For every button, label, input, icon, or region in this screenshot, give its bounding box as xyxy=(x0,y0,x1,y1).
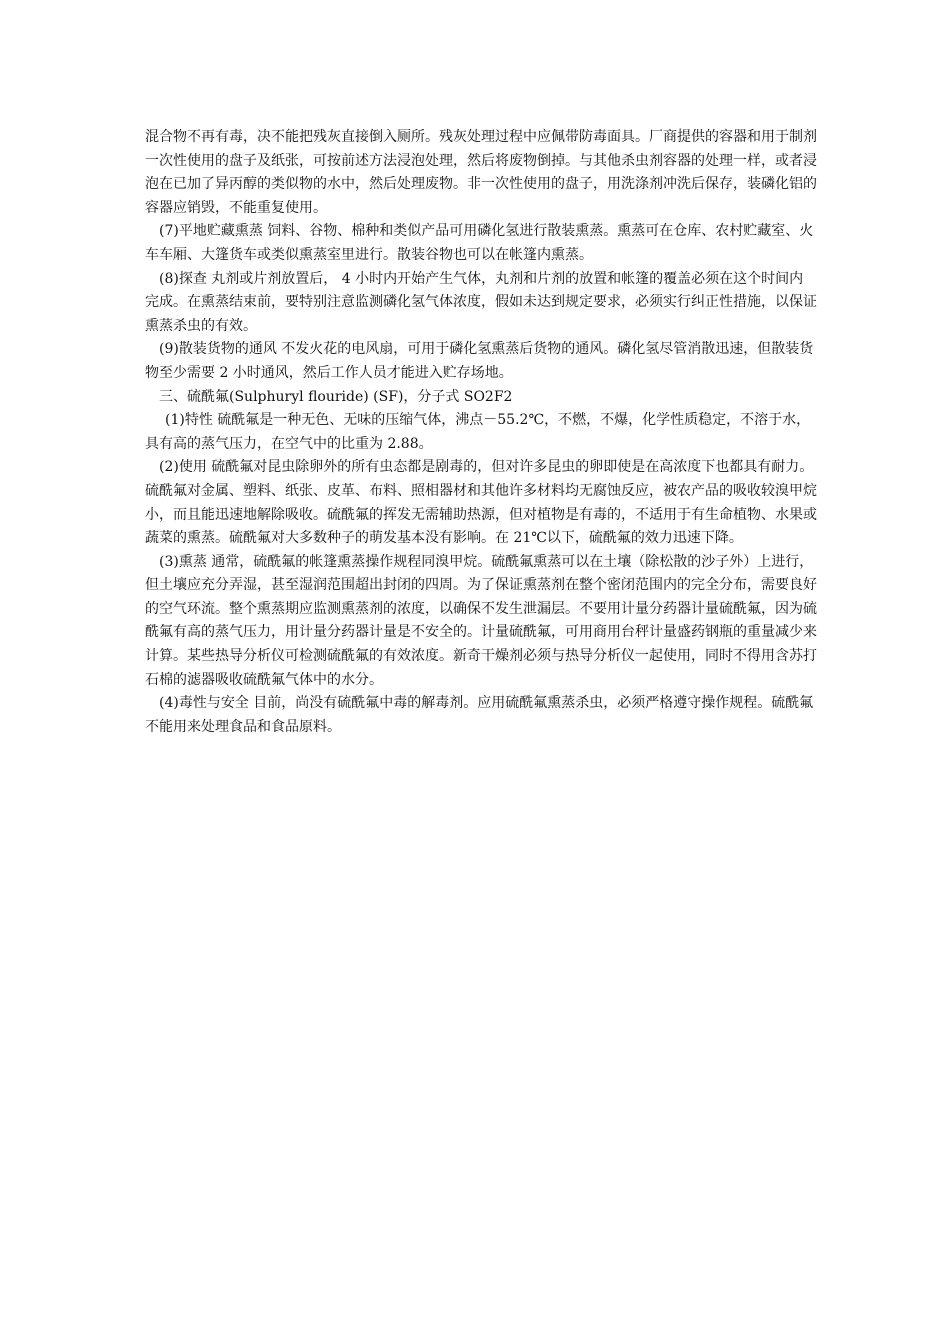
paragraph-toxicity-safety: (4)毒性与安全 目前，尚没有硫酰氟中毒的解毒剂。应用硫酰氟熏蒸杀虫，必须严格遵守操作规程。硫酰氟不能用来处理食品和食品原料。 xyxy=(145,695,814,735)
section-heading-sulfuryl-fluoride: 三、硫酰氟(Sulphuryl flouride) (SF)，分子式 SO2F2 xyxy=(159,388,513,405)
paragraph-residue-disposal: 混合物不再有毒，决不能把残灰直接倒入厕所。残灰处理过程中应佩带防毒面具。厂商提供的容器和用于制剂一次性使用的盘子及纸张，可按前述方法浸泡处理，然后将废物倒掉。与其他杀虫剂容器的处理一样，或者浸泡在已加了异丙醇的类似物的水中，然后处理废物。非一次性使用的盘子，用洗涤剂冲洗后保存，装磷化铝的容器应销毁，不能重复使用。 xyxy=(145,129,817,216)
paragraph-usage: (2)使用 硫酰氟对昆虫除卵外的所有虫态都是剧毒的，但对许多昆虫的卵即使是在高浓度下也都具有耐力。硫酰氟对金属、塑料、纸张、皮革、布料、照相器材和其他许多材料均无腐蚀反应，被农产品的吸收较溴甲烷小，而且能迅速地解除吸收。硫酰氟的挥发无需辅助热源，但对植物是有毒的，不适用于有生命植物、水果或蔬菜的熏蒸。硫酰氟对大多数种子的萌发基本没有影响。在 21℃以下，硫酰氟的效力迅速下降。 xyxy=(145,459,817,547)
paragraph-properties: (1)特性 硫酰氟是一种无色、无味的压缩气体，沸点－55.2℃，不燃，不爆，化学性质稳定，不溶于水，具有高的蒸气压力，在空气中的比重为 2.88。 xyxy=(145,412,811,452)
paragraph-flat-storage-fumigation: (7)平地贮藏熏蒸 饲料、谷物、棉种和类似产品可用磷化氢进行散装熏蒸。熏蒸可在仓库、农村贮藏室、火车车厢、大篷货车或类似熏蒸室里进行。散装谷物也可以在帐篷内熏蒸。 xyxy=(145,223,814,263)
document-body xyxy=(145,126,817,739)
paragraph-fumigation: (3)熏蒸 通常，硫酰氟的帐篷熏蒸操作规程同溴甲烷。硫酰氟熏蒸可以在土壤（除松散的沙子外）上进行，但土壤应充分弄湿，甚至湿润范围超出封闭的四周。为了保证熏蒸剂在整个密闭范围内的完全分布，需要良好的空气环流。整个熏蒸期应监测熏蒸剂的浓度，以确保不发生泄漏层。不要用计量分药器计量硫酰氟，因为硫酰氟有高的蒸气压力，用计量分药器计量是不安全的。计量硫酰氟，可用商用台秤计量盛药钢瓶的重量减少来计算。某些热导分析仪可检测硫酰氟的有效浓度。新奇干燥剂必须与热导分析仪一起使用，同时不得用含苏打石棉的滤器吸收硫酰氟气体中的水分。 xyxy=(145,553,817,688)
paragraph-inspection: (8)探查 丸剂或片剂放置后， 4 小时内开始产生气体，丸剂和片剂的放置和帐篷的覆盖必须在这个时间内完成。在熏蒸结束前，要特别注意监测磷化氢气体浓度，假如未达到规定要求，必须实行纠正性措施，以保证熏蒸杀虫的有效。 xyxy=(145,270,817,334)
paragraph-bulk-ventilation: (9)散装货物的通风 不发火花的电风扇，可用于磷化氢熏蒸后货物的通风。磷化氢尽管消散迅速，但散装货物至少需要 2 小时通风，然后工作人员才能进入贮存场地。 xyxy=(145,341,814,381)
